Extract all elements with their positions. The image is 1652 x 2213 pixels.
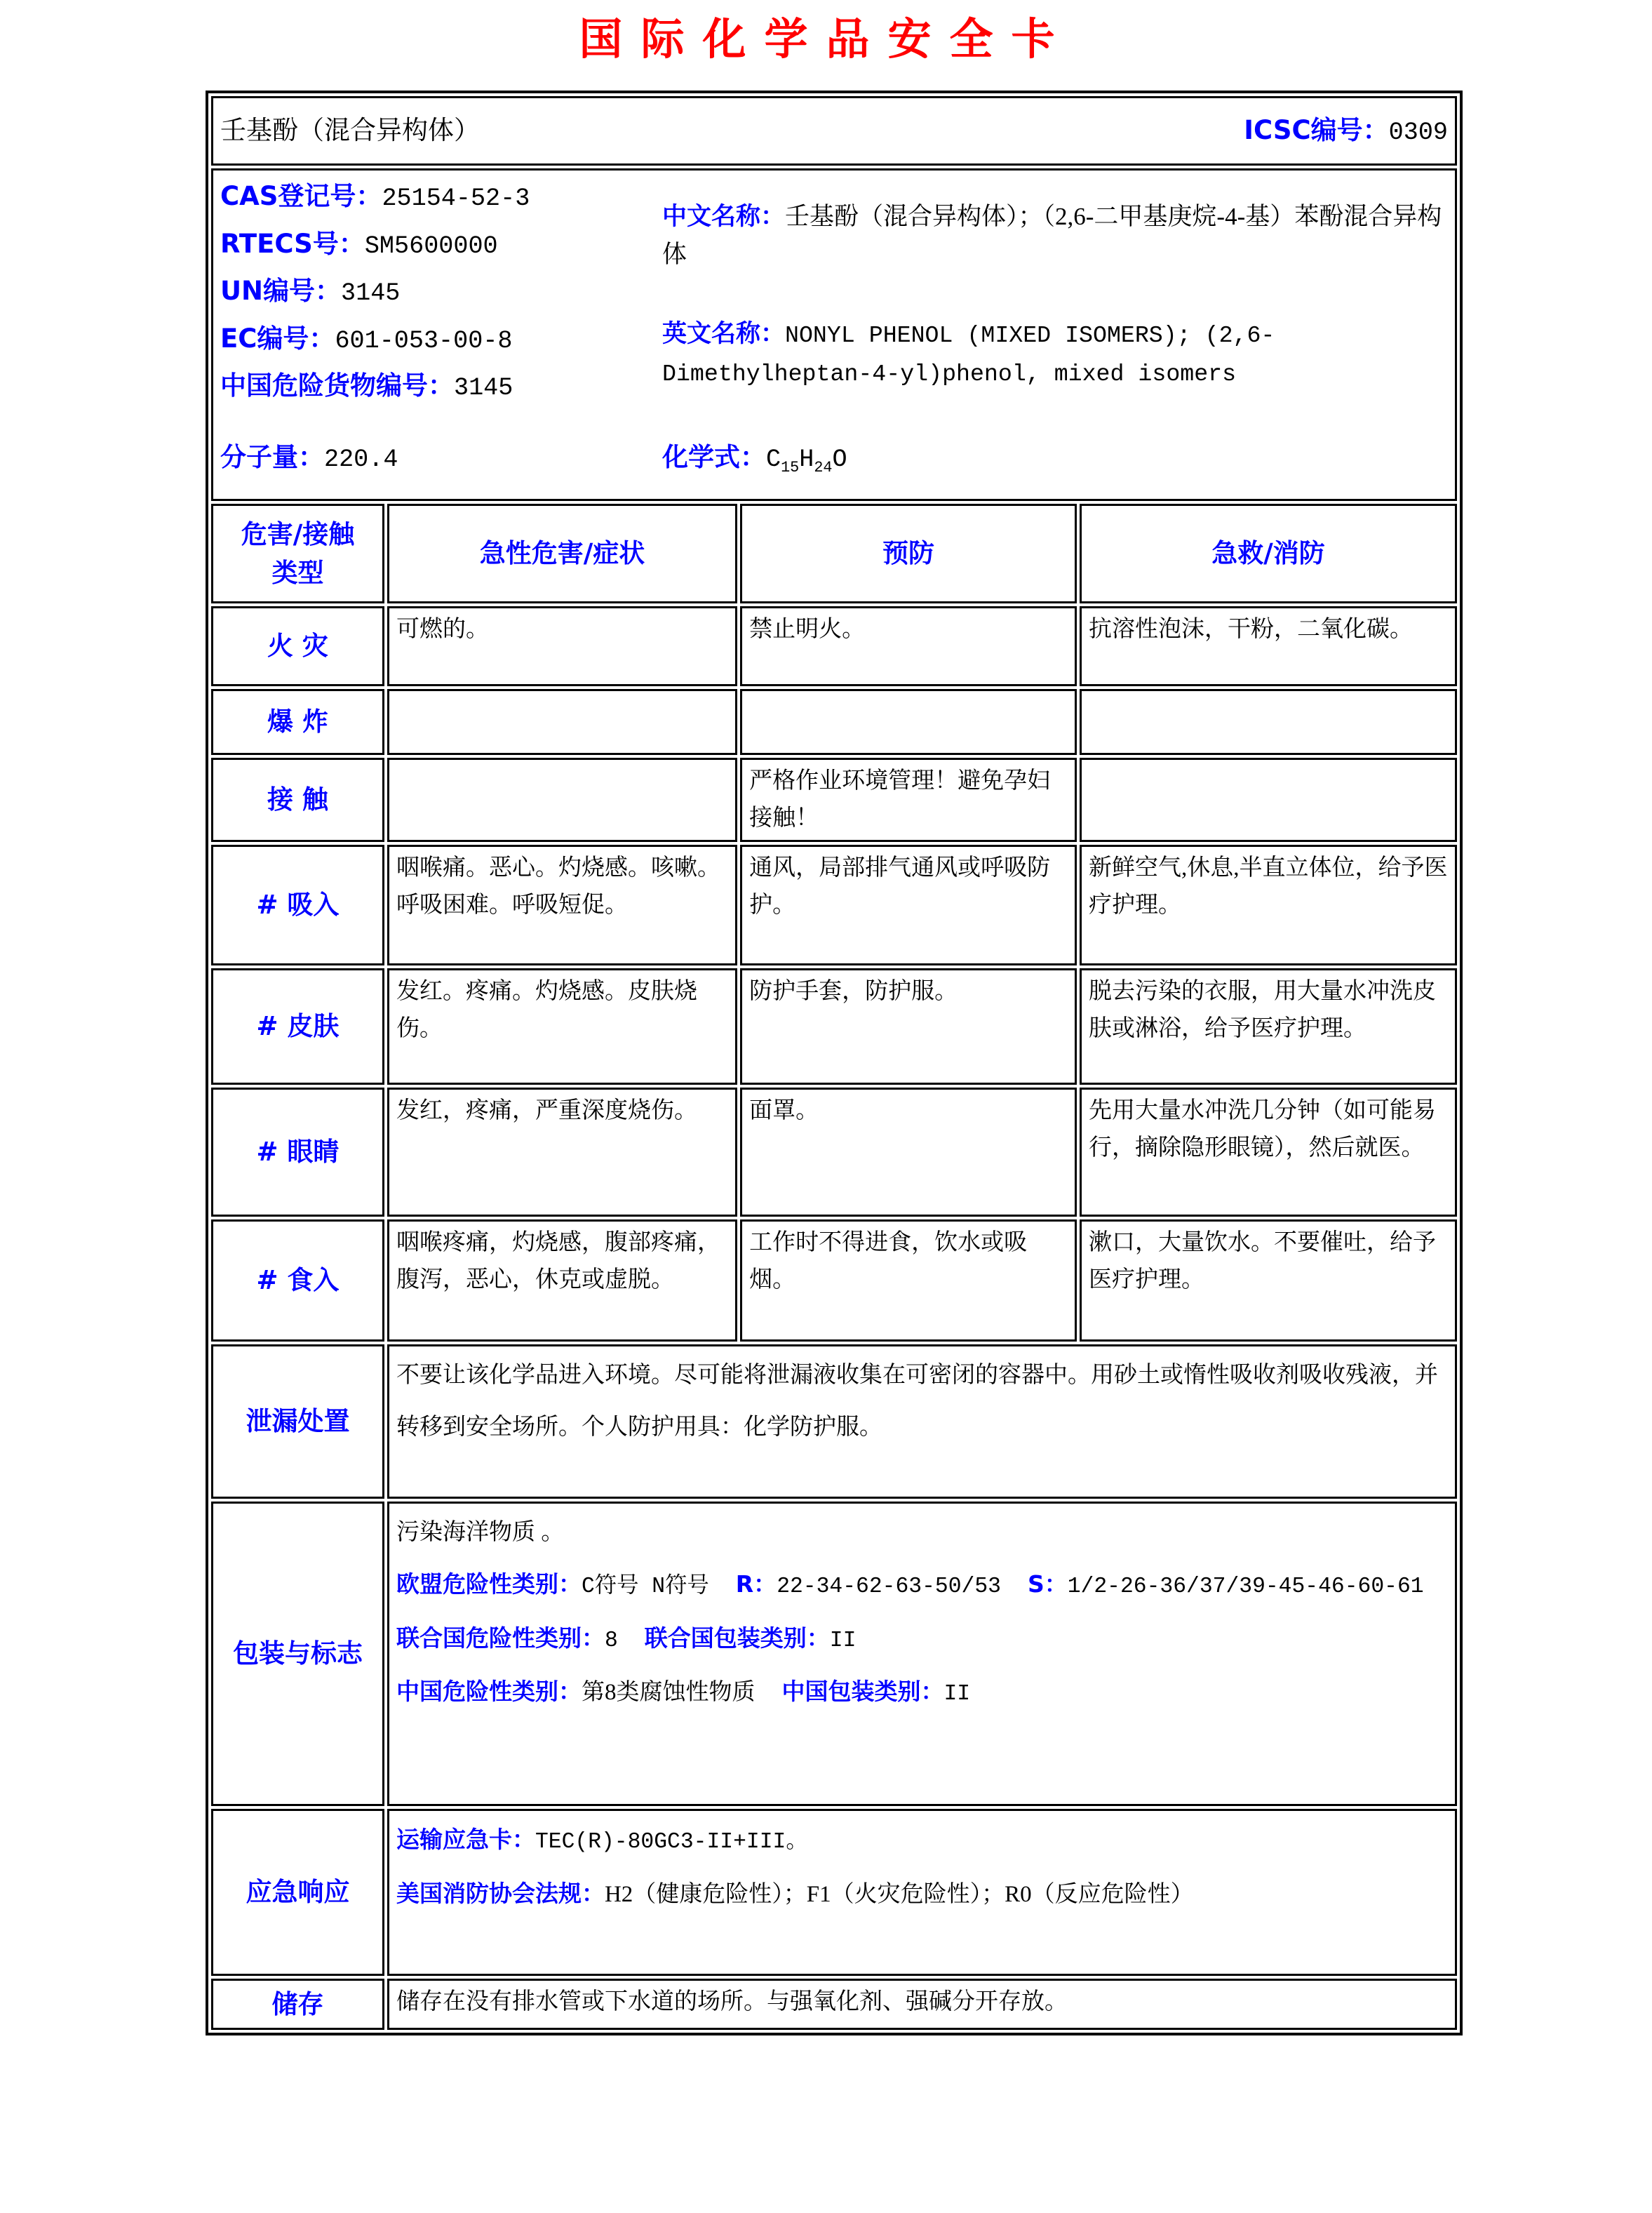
skin-prevention: 防护手套，防护服。 [740,968,1077,1085]
ingestion-label: # 食入 [211,1219,384,1342]
skin-firstaid: 脱去污染的衣服，用大量水冲洗皮肤或淋浴，给予医疗护理。 [1080,968,1457,1085]
icsc-label: ICSC编号： [1244,114,1389,145]
inhalation-label: # 吸入 [211,845,384,965]
hazard-row-inhalation [211,845,1457,965]
skin-label: # 皮肤 [211,968,384,1085]
registry-numbers [220,173,662,436]
emergency-row [211,1809,1457,1976]
hazard-header-row [211,504,1457,603]
eyes-symptoms: 发红，疼痛，严重深度烧伤。 [387,1088,737,1217]
marine-pollutant-line: 污染海洋物质 。 [396,1520,565,1545]
exposure-label: 接 触 [211,758,384,842]
storage-content: 储存在没有排水管或下水道的场所。与强氧化剂、强碱分开存放。 [387,1979,1457,2030]
storage-row [211,1979,1457,2030]
inhalation-firstaid: 新鲜空气,休息,半直立体位，给予医疗护理。 [1080,845,1457,965]
nfpa-code-line: 美国消防协会法规：H2（健康危险性）；F1（火灾危险性）；R0（反应危险性） [396,1879,1194,1907]
eyes-prevention: 面罩。 [740,1088,1077,1217]
symptoms-header: 急性危害/症状 [387,504,737,603]
emergency-content [387,1809,1457,1976]
china-dg-number-line: 中国危险货物编号：3145 [220,370,513,403]
emergency-label: 应急响应 [211,1809,384,1976]
icsc-number: 0309 [1388,118,1448,147]
firstaid-header: 急救/消防 [1080,504,1457,603]
prevention-header: 预防 [740,504,1077,603]
fire-symptoms: 可燃的。 [387,606,737,686]
explosion-symptoms [387,689,737,755]
chemical-header-row [211,96,1457,166]
fire-firstaid: 抗溶性泡沫，干粉，二氧化碳。 [1080,606,1457,686]
eu-classification-line: 欧盟危险性类别：C符号 N符号 R：22-34-62-63-50/53 S：1/2-26-36/37/39-45-46-60-61 [396,1570,1424,1600]
packaging-label: 包装与标志 [211,1502,384,1806]
ec-number-line: EC编号：601-053-00-8 [220,323,513,355]
packaging-row [211,1502,1457,1806]
storage-label: 储存 [211,1979,384,2030]
identifiers-row [211,168,1457,501]
spill-row [211,1344,1457,1499]
explosion-firstaid [1080,689,1457,755]
inhalation-prevention: 通风，局部排气通风或呼吸防护。 [740,845,1077,965]
chinese-name: 中文名称：壬基酚（混合异构体）；（2,6-二甲基庚烷-4-基）苯酚混合异构体 [662,203,1442,269]
chemical-name: 壬基酚（混合异构体） [220,116,480,145]
hazard-row-eyes [211,1088,1457,1217]
icsc-document-page [0,4,1652,2213]
transport-emergency-card-line: 运输应急卡：TEC(R)-80GC3-II+III。 [396,1826,808,1854]
hazard-row-explosion [211,689,1457,755]
spill-label: 泄漏处置 [211,1344,384,1499]
ingestion-firstaid: 漱口，大量饮水。不要催吐，给予医疗护理。 [1080,1219,1457,1342]
exposure-prevention: 严格作业环境管理！避免孕妇接触！ [740,758,1077,842]
fire-label: 火 灾 [211,606,384,686]
skin-symptoms: 发红。疼痛。灼烧感。皮肤烧伤。 [387,968,737,1085]
rtecs-number-line: RTECS号：SM5600000 [220,228,498,260]
explosion-label: 爆 炸 [211,689,384,755]
inhalation-symptoms: 咽喉痛。恶心。灼烧感。咳嗽。呼吸困难。呼吸短促。 [387,845,737,965]
un-number-line: UN编号：3145 [220,276,401,308]
hazard-row-fire [211,606,1457,686]
identifiers-cell [211,168,1457,501]
hazard-row-ingestion [211,1219,1457,1342]
cas-number-line: CAS登记号：25154-52-3 [220,181,530,213]
icsc-card-table [206,91,1463,2035]
english-name: 英文名称：NONYL PHENOL (MIXED ISOMERS); (2,6-Dimethylheptan-4-yl)phenol, mixed isomers [662,319,1275,388]
hazard-row-skin [211,968,1457,1085]
molecular-weight: 分子量：220.4 [220,442,398,474]
packaging-content [387,1502,1457,1806]
un-classification-line: 联合国危险性类别：8 联合国包装类别：II [396,1624,857,1653]
icsc-number-group [1244,109,1448,152]
chemical-formula: 化学式：$C_{15}H_{24}O$ [662,442,847,477]
exposure-symptoms [387,758,737,842]
hazard-row-exposure [211,758,1457,842]
fire-prevention: 禁止明火。 [740,606,1077,686]
ingestion-symptoms: 咽喉疼痛，灼烧感，腹部疼痛，腹泻，恶心，休克或虚脱。 [387,1219,737,1342]
page-title: 国际化学品安全卡 [579,13,1073,65]
hazard-type-header: 危害/接触 类型 [211,504,384,603]
chemical-header-cell [211,96,1457,166]
ingestion-prevention: 工作时不得进食，饮水或吸烟。 [740,1219,1077,1342]
exposure-firstaid [1080,758,1457,842]
spill-content: 不要让该化学品进入环境。尽可能将泄漏液收集在可密闭的容器中。用砂土或惰性吸收剂吸收残液，并转移到安全场所。个人防护用具：化学防护服。 [387,1344,1457,1499]
eyes-firstaid: 先用大量水冲洗几分钟（如可能易行，摘除隐形眼镜），然后就医。 [1080,1088,1457,1217]
china-classification-line: 中国危险性类别：第8类腐蚀性物质 中国包装类别：II [396,1678,971,1707]
explosion-prevention [740,689,1077,755]
eyes-label: # 眼睛 [211,1088,384,1217]
chemical-names-block [662,173,1448,436]
